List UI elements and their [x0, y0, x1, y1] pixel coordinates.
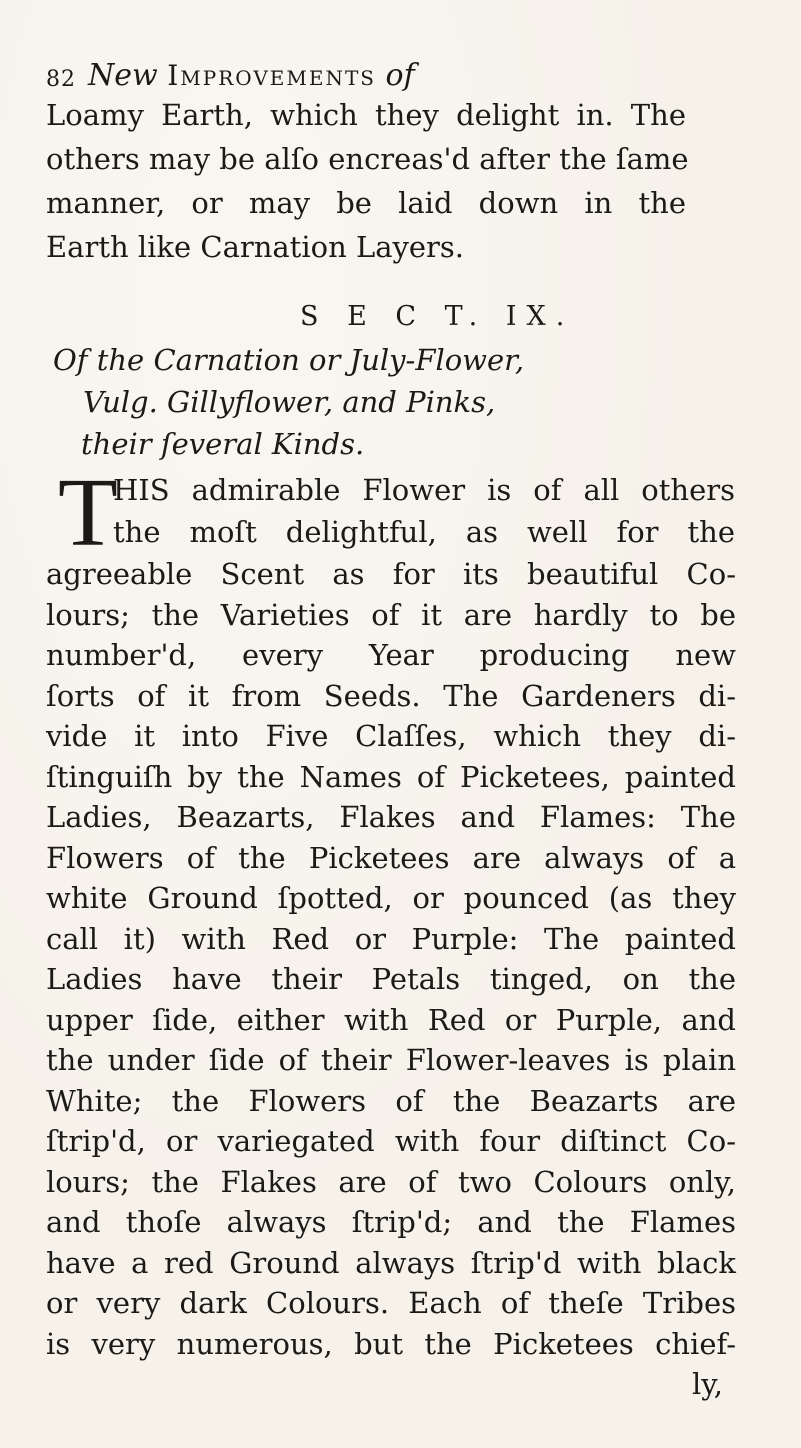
body-line: have a red Ground always ſtrip'd with black [46, 1245, 736, 1280]
body-line: upper ſide, either with Red or Purple, and [46, 1002, 736, 1037]
body-line: is very numerous, but the Picketees chief- [46, 1326, 736, 1361]
running-title-prefix: New [88, 58, 158, 93]
section-label: S E C T. IX. [300, 301, 575, 332]
intro-line: Earth like Carnation Layers. [46, 230, 465, 264]
body-line: the moſt delightful, as well for the [113, 515, 735, 549]
intro-line: Loamy Earth, which they delight in. The [46, 98, 686, 132]
section-heading-line: their ſeveral Kinds. [81, 427, 365, 461]
drop-cap: T [58, 459, 118, 567]
section-heading-line: Of the Carnation or July-Flower, [53, 343, 525, 377]
body-line: white Ground ſpotted, or pounced (as they [46, 881, 736, 915]
section-heading-line: Vulg. Gillyflower, and Pinks, [83, 385, 496, 419]
body-line: number'd, every Year producing new [46, 638, 736, 672]
body-line: lours; the Varieties of it are hardly to be [46, 597, 736, 632]
body-line: White; the Flowers of the Beazarts are [46, 1083, 736, 1118]
body-line: the under ſide of their Flower-leaves is plain [46, 1043, 736, 1077]
body-line: Ladies, Beazarts, Flakes and Flames: The [46, 800, 736, 834]
body-line: lours; the Flakes are of two Colours only, [46, 1164, 736, 1199]
body-line: and thoſe always ſtrip'd; and the Flames [46, 1205, 736, 1239]
running-title-main: Improvements [167, 59, 376, 92]
body-line: agreeable Scent as for its beautiful Co- [46, 557, 736, 591]
body-line: vide it into Five Claſſes, which they di- [46, 719, 736, 753]
page-number: 82 [46, 67, 76, 92]
body-line: Flowers of the Picketees are always of a [46, 840, 736, 875]
body-line: Ladies have their Petals tinged, on the [46, 962, 736, 996]
catchword: ly, [692, 1367, 724, 1401]
body-line: or very dark Colours. Each of theſe Tribes [46, 1286, 736, 1320]
body-line: HIS admirable Flower is of all others [113, 473, 735, 507]
intro-line: others may be alſo encreas'd after the ſame [46, 142, 689, 176]
body-line: ſtrip'd, or variegated with four diſtinct Co- [46, 1124, 736, 1158]
body-line: call it) with Red or Purple: The painted [46, 921, 736, 956]
body-line: ſorts of it from Seeds. The Gardeners di- [46, 678, 736, 713]
intro-line: manner, or may be laid down in the [46, 186, 686, 220]
body-line: ſtinguiſh by the Names of Picketees, painted [46, 759, 736, 794]
running-title-suffix: of [385, 58, 415, 93]
